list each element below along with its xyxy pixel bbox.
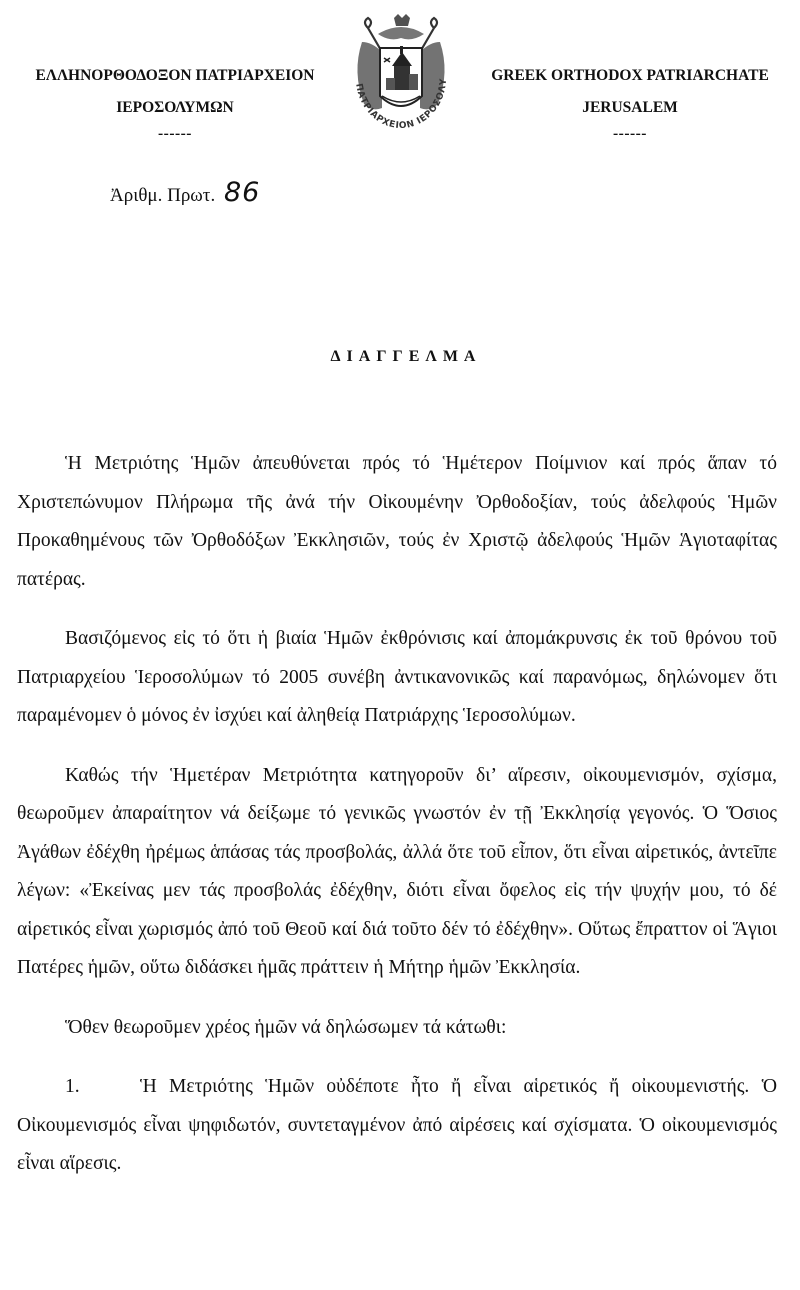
item-number: 1.	[65, 1076, 80, 1097]
header-english	[465, 60, 795, 144]
header-english-line1: GREEK ORTHODOX PATRIARCHATE	[491, 67, 769, 84]
paragraph: Ὅθεν θεωροῦμεν χρέος ἡμῶν νά δηλώσωμεν τά κάτωθι:	[65, 1016, 507, 1038]
patriarchate-seal-icon	[342, 12, 460, 144]
header-english-separator: ------	[613, 125, 647, 142]
header-english-line2: JERUSALEM	[582, 99, 678, 116]
header-greek-line1: ΕΛΛΗΝΟΡΘΟΔΟΞΟΝ ΠΑΤΡΙΑΡΧΕΙΟΝ	[35, 67, 315, 84]
header-greek	[15, 60, 335, 144]
paragraph: Καθώς τήν Ἡμετέραν Μετριότητα κατηγοροῦν δι’ αἵρεσιν, οἰκουμενισμόν, σχίσμα, θεωροῦμεν ἀπαραίτητον νά δείξωμε τό γενικῶς γνωστόν ἐν τῇ Ἐκκλησίᾳ γεγονός. Ὁ Ὅσιος Ἀγάθων ἐδέχθη ἠρέμως ἁπάσας τάς προσβολάς, ἀλλά ὅτε τοῦ εἶπον, ὅτι εἶναι αἱρετικός, ἀντεῖπε λέγων: «Ἐκείνας μεν τάς προσβολάς ἐδέχθην, διότι εἶναι ὄφελος εἰς τήν ψυχήν μου, τό δέ αἱρετικός εἶναι χωρισμός ἀπό τοῦ Θεοῦ καί διά τοῦτο δέν τό ἐδέχθην». Οὕτως ἔπραττον οἱ Ἅγιοι Πατέρες ἡμῶν, οὕτω διδάσκει ἡμᾶς πράττειν ἡ Μήτηρ ἡμῶν Ἐκκλησία.	[17, 764, 777, 978]
document-body	[17, 445, 777, 1205]
header-greek-separator: ------	[158, 125, 192, 142]
item-text: Ἡ Μετριότης Ἡμῶν οὐδέποτε ἦτο ἤ εἶναι αἱρετικός ἤ οἰκουμενιστής. Ὁ Οἰκουμενισμός εἶναι ψηφιδωτόν, συντεταγμένον ἀπό αἱρέσεις καί σχίσματα. Ὁ οἰκουμενισμός εἶναι αἵρεσις.	[17, 1076, 777, 1174]
paragraph: Ἡ Μετριότης Ἡμῶν ἀπευθύνεται πρός τό Ἡμέτερον Ποίμνιον καί πρός ἅπαν τό Χριστεπώνυμον Πλήρωμα τῆς ἀνά τήν Οἰκουμένην Ὀρθοδοξίαν, τούς ἀδελφούς Ἡμῶν Προκαθημένους τῶν Ὀρθοδόξων Ἐκκλησιῶν, τούς ἐν Χριστῷ ἀδελφούς Ἡμῶν Ἁγιοταφίτας πατέρας.	[17, 453, 777, 590]
header-greek-line2: ΙΕΡΟΣΟΛΥΜΩΝ	[116, 99, 234, 116]
protocol-label: Ἀριθμ. Πρωτ.	[110, 185, 216, 206]
numbered-item	[17, 1068, 777, 1184]
protocol-number	[110, 177, 260, 208]
seal-inscription: ΠΑΤΡΙΑΡΧΕΙΟΝ ΙΕΡΟΣΟΛΥ	[353, 77, 450, 132]
paragraph: Βασιζόμενος εἰς τό ὅτι ἡ βιαία Ἡμῶν ἐκθρόνισις καί ἀπομάκρυνσις ἐκ τοῦ θρόνου τοῦ Πατριαρχείου Ἱεροσολύμων τό 2005 συνέβη ἀντικανονικῶς καί παρανόμως, δηλώνομεν ὅτι παραμένομεν ὁ μόνος ἐν ἰσχύει καί ἀληθείᾳ Πατριάρχης Ἱεροσολύμων.	[17, 628, 777, 726]
protocol-handwritten-number: 86	[223, 177, 261, 208]
document-title: ΔΙΑΓΓΕΛΜΑ	[330, 348, 482, 365]
